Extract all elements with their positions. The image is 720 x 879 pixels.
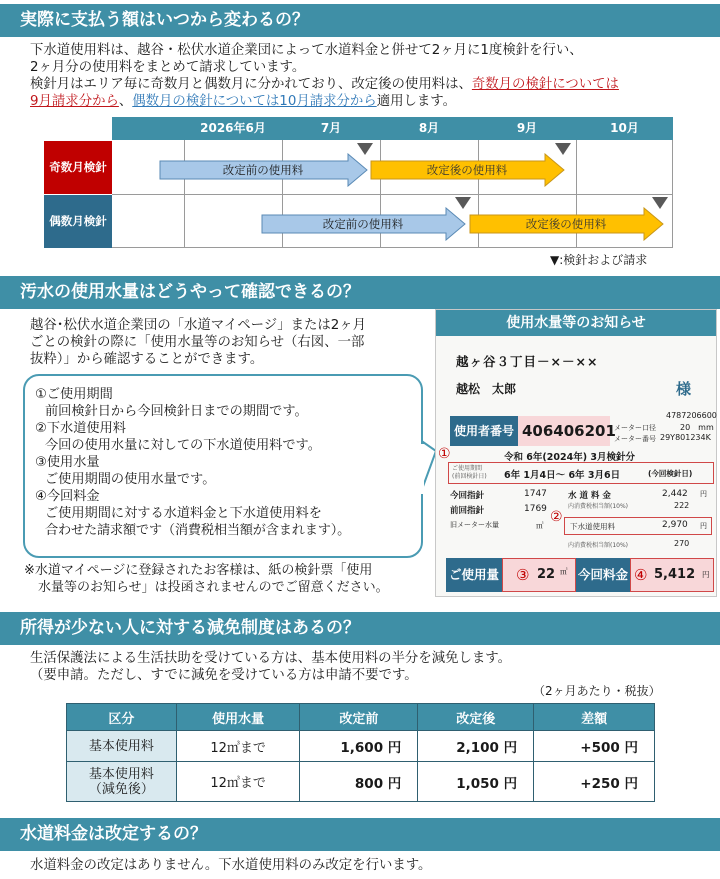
paragraph-text: 適用します。	[376, 94, 456, 109]
section-heading-water-fee: 水道料金は改定するの？	[0, 818, 720, 851]
column-header: 区分	[67, 704, 177, 731]
marker-circle-3: ③	[516, 566, 530, 584]
current-reading: 1747	[524, 489, 547, 499]
previous-reading: 1769	[524, 504, 547, 514]
period-label: ご使用期間	[452, 465, 483, 472]
month-header: 8月	[418, 121, 440, 135]
schedule-legend: ▼:検針および請求	[550, 253, 648, 267]
tax-value: 222	[674, 501, 690, 510]
column-header: 使用水量	[176, 704, 300, 731]
volume-cell: 12㎥まで	[176, 762, 300, 802]
arrow-label: 改定前の使用料	[322, 217, 404, 231]
section-heading-payment-change: 実際に支払う額はいつから変わるの？	[0, 4, 720, 37]
arrow-label: 改定後の使用料	[525, 217, 607, 231]
arrow-before-odd	[158, 153, 368, 187]
item-description: ご使用期間に対する水道料金と下水道使用料を	[45, 506, 322, 521]
card-name: 越松 太郎	[456, 382, 517, 396]
marker-circle-2: ②	[550, 509, 563, 525]
usage-unit: ㎥	[560, 567, 568, 576]
item-description: 今回の使用水量に対しての下水道使用料です。	[45, 438, 321, 453]
arrow-after-even	[468, 207, 664, 241]
fee-unit-note: （2ヶ月あたり・税抜）	[533, 684, 661, 698]
billing-schedule-table	[44, 117, 673, 248]
table-row	[67, 731, 655, 762]
item-title: ④今回料金	[35, 489, 100, 504]
bill-label: 今回料金	[576, 558, 630, 592]
period-year: 令和 6年(2024年) 3月検針分	[504, 452, 635, 463]
usage-notice-card	[435, 309, 717, 597]
meter-id: 29Y801234K	[660, 433, 711, 442]
row-label	[67, 731, 177, 762]
paragraph-line	[30, 93, 456, 110]
item-title: ②下水道使用料	[35, 421, 126, 436]
row-label-subtext: （減免後）	[88, 781, 154, 797]
tax-value: 270	[674, 539, 690, 548]
before-cell: 800 円	[300, 762, 418, 802]
paragraph-text: 検針月はエリア毎に奇数月と偶数月に分かれており、改定後の使用料は、	[30, 77, 472, 92]
marker-circle-4: ④	[634, 566, 648, 584]
row-label-odd-month: 奇数月検針	[44, 141, 112, 194]
highlight-odd-month: 奇数月の検針については	[471, 77, 619, 92]
tax-label: 内消費税相当額(10%)	[568, 503, 629, 510]
period-label-sub: (前回検針日)	[452, 473, 487, 480]
paragraph-line: 2ヶ月分の使用料をまとめて請求しています。	[30, 60, 306, 75]
after-cell: 2,100 円	[418, 731, 534, 762]
month-header: 9月	[516, 121, 538, 135]
row-label-even-month: 偶数月検針	[44, 195, 112, 248]
notice-explanation-callout	[23, 374, 423, 558]
item-title: ①ご使用期間	[35, 387, 113, 402]
bill-unit: 円	[702, 570, 710, 579]
callout-pointer	[388, 436, 438, 496]
customer-number-label: 使用者番号	[450, 416, 518, 446]
highlight-even-month: 偶数月の検針については10月請求分から	[132, 94, 377, 109]
paragraph-line: 生活保護法による生活扶助を受けている方は、基本使用料の半分を減免します。	[30, 651, 511, 666]
row-label	[67, 762, 177, 802]
column-header: 差額	[534, 704, 655, 731]
card-address: 越ヶ谷３丁目－×－××	[456, 354, 599, 369]
row-label-text: 基本使用料	[88, 766, 154, 782]
paragraph-line: （要申請。ただし、すでに減免を受けている方は申請不要です。	[30, 668, 418, 683]
sewer-fee: 2,970	[662, 520, 688, 530]
diff-cell: +500 円	[534, 731, 655, 762]
diff-cell: +250 円	[534, 762, 655, 802]
paragraph-line	[30, 76, 619, 93]
column-header: 改定後	[418, 704, 534, 731]
section-heading-reduction: 所得が少ない人に対する減免制度はあるの？	[0, 612, 720, 645]
grid-line	[112, 194, 673, 195]
item-description: 合わせた請求額です（消費税相当額が含まれます）。	[45, 523, 351, 538]
paragraph-line: 下水道使用料は、越谷・松伏水道企業団によって水道料金と併せて2ヶ月に1度検針を行い、	[30, 43, 583, 58]
arrow-after-odd	[369, 153, 565, 187]
period-tag: (今回検針日)	[648, 469, 693, 478]
item-title: ③使用水量	[35, 455, 100, 470]
customer-number-value: 406406201	[518, 416, 610, 446]
period-value: 6年 1月4日～ 6年 3月6日	[504, 470, 621, 481]
water-fee-label: 水 道 料 金	[568, 491, 611, 501]
mypage-note: 水量等のお知らせ」は投函されませんのでご留意ください。	[38, 580, 389, 595]
arrow-before-even	[260, 207, 466, 241]
old-meter-label: 旧メーター水量	[450, 521, 499, 529]
paragraph-text: 、	[118, 94, 133, 109]
billing-marker	[652, 197, 668, 209]
water-fee: 2,442	[662, 489, 688, 499]
card-sama: 様	[676, 380, 692, 398]
month-header: 2026年6月	[200, 121, 266, 135]
table-row	[67, 762, 655, 802]
meter-number: 4787206600	[666, 411, 717, 420]
arrow-label: 改定後の使用料	[426, 163, 508, 177]
yen-unit: 円	[700, 522, 707, 530]
tax-label: 内消費税相当額(10%)	[568, 542, 629, 549]
yen-unit: 円	[700, 490, 707, 498]
month-header: 7月	[320, 121, 342, 135]
section-heading-usage-check: 汚水の使用水量はどうやって確認できるの？	[0, 276, 720, 309]
after-cell: 1,050 円	[418, 762, 534, 802]
month-header: 10月	[610, 121, 639, 135]
arrow-label: 改定前の使用料	[222, 163, 304, 177]
billing-marker	[555, 143, 571, 155]
marker-circle-1: ①	[438, 446, 451, 462]
meter-id-label: メーター番号	[614, 435, 656, 443]
before-cell: 1,600 円	[300, 731, 418, 762]
bill-value: 5,412	[654, 567, 696, 582]
usage-value: 22	[537, 567, 556, 582]
row-label-text: 基本使用料	[88, 738, 154, 754]
paragraph-line: 水道料金の改定はありません。下水道使用料のみ改定を行います。	[30, 858, 432, 873]
highlight-odd-month-start: 9月請求分から	[30, 94, 119, 109]
item-description: ご使用期間の使用水量です。	[45, 472, 216, 487]
table-header-row	[67, 704, 655, 731]
previous-reading-label: 前回指針	[450, 506, 485, 516]
grid-line	[112, 247, 673, 248]
volume-cell: 12㎥まで	[176, 731, 300, 762]
paragraph-line: 越谷･松伏水道企業団の「水道マイページ」または2ヶ月	[30, 318, 367, 333]
fee-comparison-table	[66, 703, 655, 802]
item-description: 前回検針日から今回検針日までの期間です。	[45, 404, 308, 419]
m3-unit: ㎥	[536, 521, 544, 530]
column-header: 改定前	[300, 704, 418, 731]
paragraph-line: 抜粋）」から確認することができます。	[30, 352, 264, 367]
sewer-fee-label: 下水道使用料	[570, 522, 615, 531]
card-title: 使用水量等のお知らせ	[436, 310, 716, 336]
usage-label: ご使用量	[446, 558, 502, 592]
meter-size-label: メーター口径	[614, 424, 656, 432]
mypage-note: ※水道マイページに登録されたお客様は、紙の検針票「使用	[24, 563, 373, 578]
current-reading-label: 今回指針	[450, 491, 485, 501]
paragraph-line: ごとの検針の際に「使用水量等のお知らせ（右図、一部	[30, 335, 365, 350]
meter-size: 20 mm	[680, 423, 714, 432]
